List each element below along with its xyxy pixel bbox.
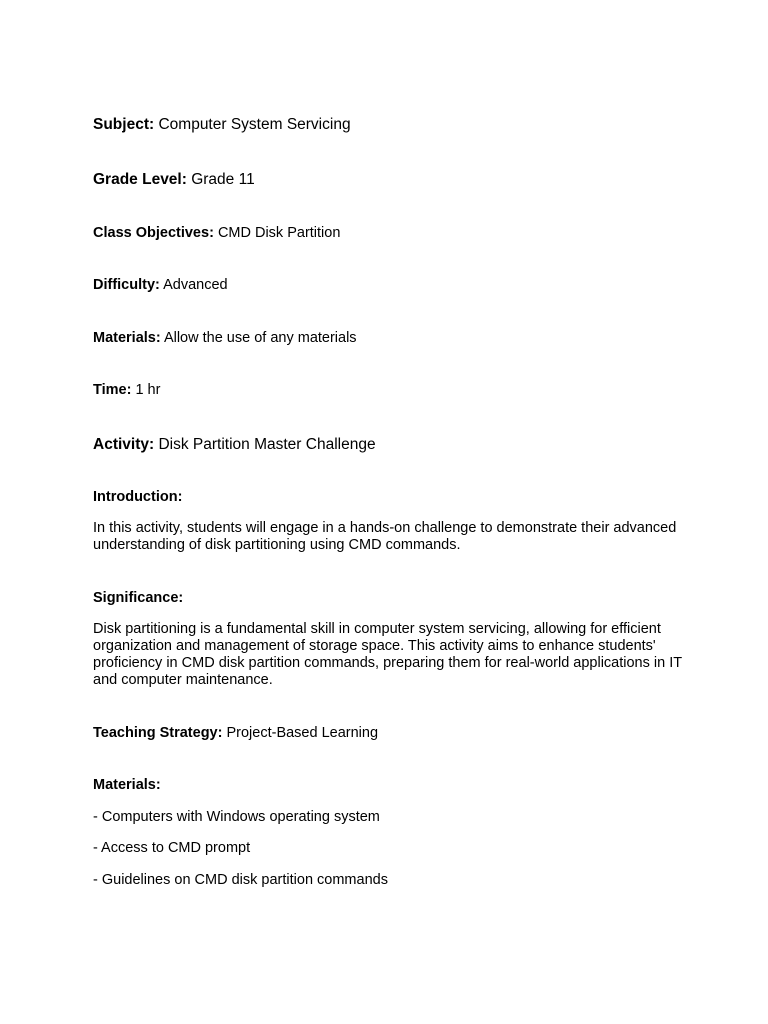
difficulty-label: Difficulty: [93, 277, 160, 293]
subject-value: Computer System Servicing [158, 116, 351, 133]
class-objectives-line [93, 226, 340, 241]
time-value: 1 hr [135, 382, 161, 398]
materials-heading: Materials: [93, 777, 161, 793]
materials-allowed-label: Materials: [93, 330, 161, 346]
class-objectives-value: CMD Disk Partition [217, 225, 341, 241]
subject-label: Subject: [93, 116, 155, 133]
introduction-heading: Introduction: [93, 489, 183, 505]
materials-allowed-line [93, 331, 357, 346]
introduction-paragraph: In this activity, students will engage in a hands-on challenge to demonstrate their advanced understanding of disk partitioning using CMD commands. [93, 520, 677, 553]
difficulty-line [93, 278, 228, 293]
teaching-strategy-line [93, 726, 378, 741]
teaching-strategy-label: Teaching Strategy: [93, 725, 223, 741]
list-item: - Computers with Windows operating system [93, 809, 380, 825]
time-label: Time: [93, 382, 132, 398]
significance-heading: Significance: [93, 590, 184, 606]
significance-paragraph: Disk partitioning is a fundamental skill in computer system servicing, allowing for efficient organization and management of storage space. This activity aims to enhance students' proficiency in CMD disk partition commands, preparing them for real-world applications in IT and computer maintenance. [93, 621, 682, 688]
activity-line [93, 437, 376, 453]
subject-line [93, 117, 351, 133]
list-item: - Guidelines on CMD disk partition commands [93, 872, 388, 888]
time-line [93, 383, 160, 398]
difficulty-value: Advanced [163, 277, 228, 293]
activity-label: Activity: [93, 436, 155, 453]
grade-level-label: Grade Level: [93, 171, 187, 188]
list-item: - Access to CMD prompt [93, 840, 251, 856]
materials-allowed-value: Allow the use of any materials [163, 330, 357, 346]
grade-level-line [93, 172, 255, 188]
class-objectives-label: Class Objectives: [93, 225, 214, 241]
activity-value: Disk Partition Master Challenge [158, 436, 376, 453]
teaching-strategy-value: Project-Based Learning [226, 725, 379, 741]
grade-level-value: Grade 11 [191, 171, 255, 188]
